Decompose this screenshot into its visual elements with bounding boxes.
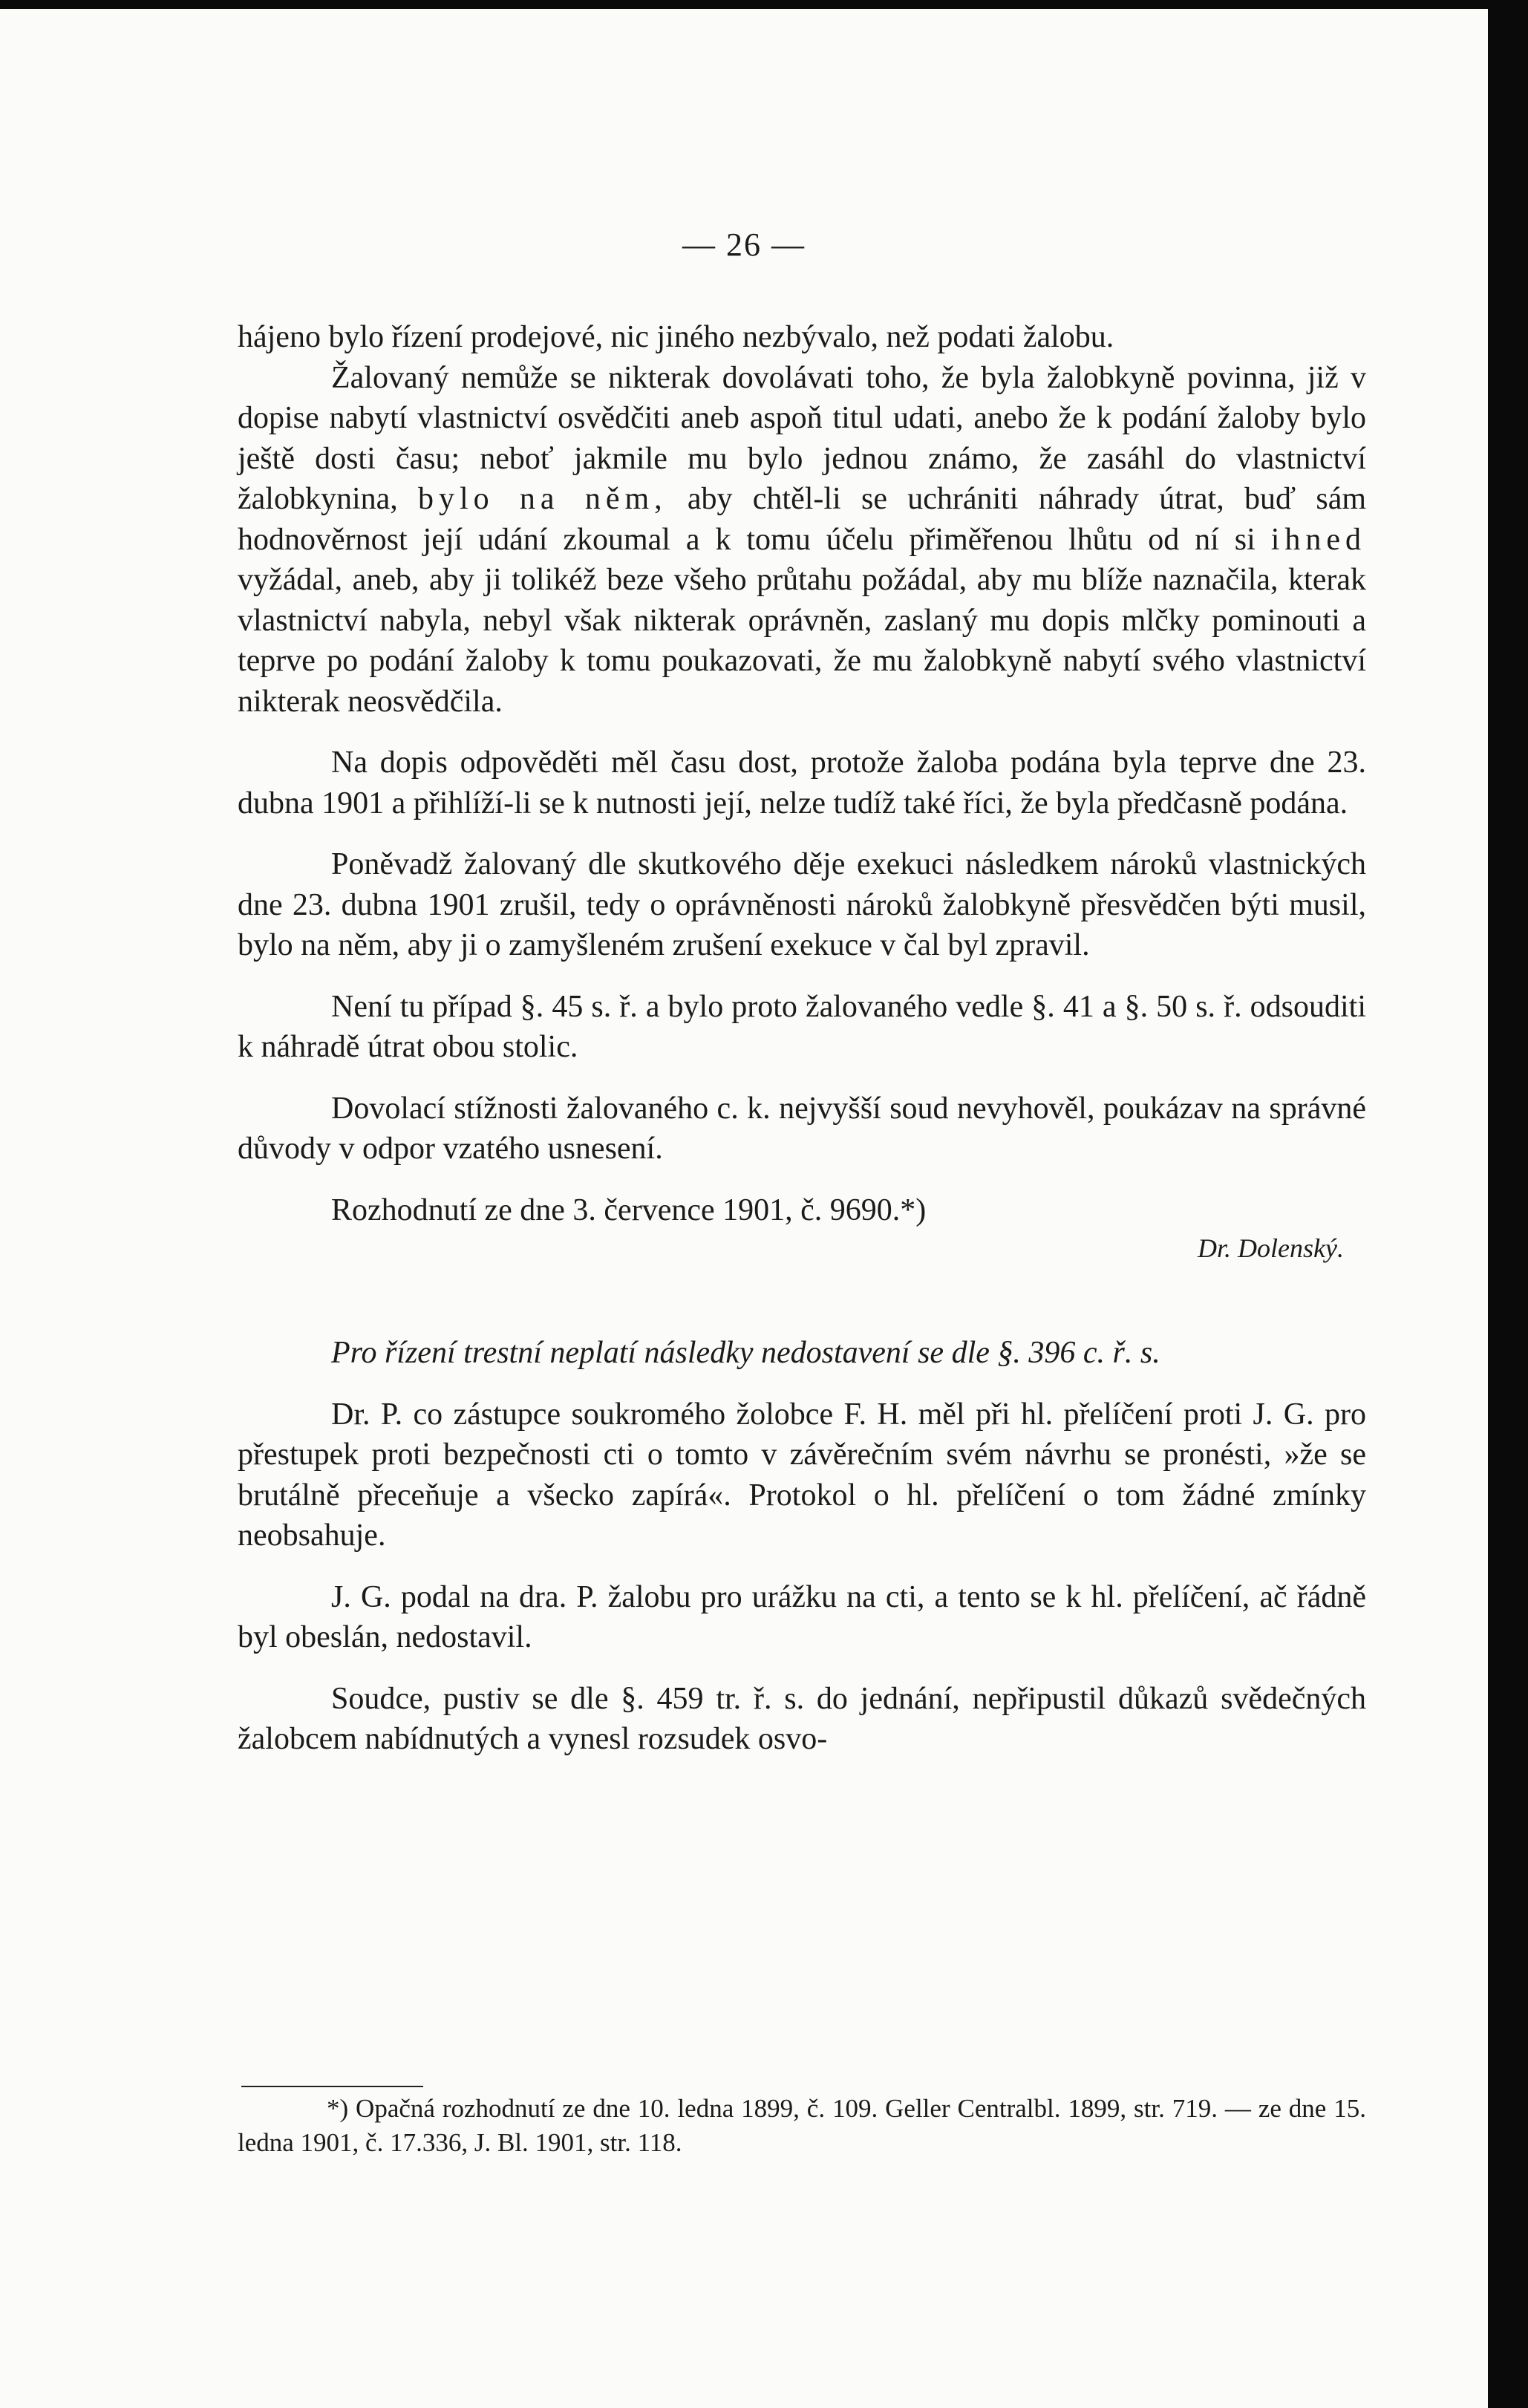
paragraph-text: Žalovaný nemůže se nikterak dovolávati toho, že byla žalobkyně povinna, již v dopise nabytí vlastnictví osvědčiti aneb aspoň titul udati, anebo že k podání žaloby bylo ještě dosti času; neboť jakmile mu bylo jednou známo, že zasáhl do vlastnictví žalobkynina, xyxy=(238,360,1366,516)
document-page xyxy=(0,9,1488,2408)
decision-reference: Rozhodnutí ze dne 3. července 1901, č. 9690.*) xyxy=(331,1192,927,1227)
paragraph: J. G. podal na dra. P. žalobu pro urážku na cti, a tento se k hl. přelíčení, ač řádně byl obeslán, nedostavil. xyxy=(238,1579,1366,1654)
emphasis-text: ihned xyxy=(1270,522,1366,557)
paragraph-continuation: háјeno bylo řízení prodejové, nic jiného nezbývalo, než podati žalobu. xyxy=(238,320,1114,354)
footnote-text: *) Opačná rozhodnutí ze dne 10. ledna 1899, č. 109. Geller Centralbl. 1899, str. 719. — ze dne 15. ledna 1901, č. 17.336, J. Bl. 1901, str. 118. xyxy=(238,2094,1366,2157)
section-heading: Pro řízení trestní neplatí následky nedostavení se dle §. 396 c. ř. s. xyxy=(331,1336,1160,1370)
signature: Dr. Dolenský. xyxy=(1198,1233,1344,1263)
body-text xyxy=(238,317,1366,1760)
paragraph: Dovolací stížnosti žalovaného c. k. nejvyšší soud nevyhověl, poukázav na správné důvody v odpor vzatého usnesení. xyxy=(238,1091,1366,1166)
paragraph xyxy=(238,358,1366,722)
footnote-divider xyxy=(241,2086,423,2087)
footnote xyxy=(238,2092,1366,2160)
paragraph: Na dopis odpověděti měl času dost, protože žaloba podána byla teprve dne 23. dubna 1901 a přihlíží-li se k nutnosti její, nelze tudíž také říci, že byla předčasně podána. xyxy=(238,745,1366,820)
paragraph: Dr. P. co zástupce soukromého žolobce F. H. měl při hl. přelíčení proti J. G. pro přestupek proti bezpečnosti cti o tomto v závěrečním svém návrhu se pronésti, »že se brutálně přeceňuje a všecko zapírá«. Protokol o hl. přelíčení o tom žádné zmínky neobsahuje. xyxy=(238,1397,1366,1553)
page-number: — 26 — xyxy=(682,226,806,263)
paragraph-text: vyžádal, aneb, aby ji tolikéž beze všeho průtahu požádal, aby mu blíže naznačila, kterak vlastnictví nabyla, nebyl však nikterak oprávněn, zaslaný mu dopis mlčky pominouti a teprve po podání žaloby k tomu poukazovati, že mu žalobkyně nabytí svého vlastnictví nikterak neosvědčila. xyxy=(238,563,1366,719)
emphasis-text: bylo na něm, xyxy=(418,482,667,516)
paragraph-text: aby chtěl-li se uchrániti náhrady útrat, buď sám hodnověrnost její udání zkoumal a k tomu účelu přiměřenou lhůtu od ní si xyxy=(238,482,1367,557)
paragraph: Soudce, pustiv se dle §. 459 tr. ř. s. do jednání, nepřipustil důkazů svědečných žalobcem nabídnutých a vynesl rozsudek osvo- xyxy=(238,1681,1366,1756)
paragraph: Není tu případ §. 45 s. ř. a bylo proto žalovaného vedle §. 41 a §. 50 s. ř. odsouditi k náhradě útrat obou stolic. xyxy=(238,989,1366,1064)
paragraph: Poněvadž žalovaný dle skutkového děje exekuci následkem nároků vlastnických dne 23. dubna 1901 zrušil, tedy o oprávněnosti nároků žalobkyně přesvědčen býti musil, bylo na něm, aby ji o zamyšleném zrušení exekuce v čal byl zpravil. xyxy=(238,847,1366,962)
